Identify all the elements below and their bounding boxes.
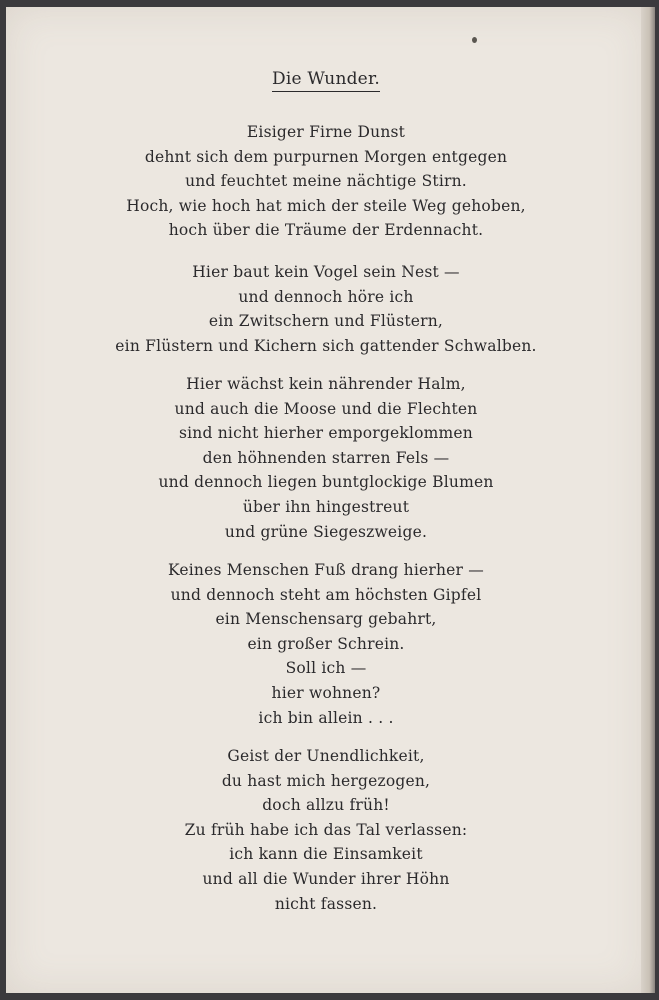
page-edge xyxy=(641,7,655,993)
poem-line: und dennoch liegen buntglockige Blumen xyxy=(158,473,494,492)
poem-line: den höhnenden starren Fels — xyxy=(202,448,450,467)
poem-line: Zu früh habe ich das Tal verlassen: xyxy=(184,820,468,839)
poem-line: hoch über die Träume der Erdennacht. xyxy=(168,221,484,240)
poem-line: Keines Menschen Fuß drang hierher — xyxy=(168,561,484,579)
poem-line: ich kann die Einsamkeit xyxy=(229,845,423,864)
ink-spot xyxy=(472,37,477,43)
stanza-4 xyxy=(6,558,646,730)
poem-line: ein Menschensarg gebahrt, xyxy=(215,610,437,629)
poem-line: hier wohnen? xyxy=(271,683,381,702)
poem-line: Soll ich — xyxy=(285,659,367,678)
poem-line: über ihn hingestreut xyxy=(242,497,410,516)
poem-line: und feuchtet meine nächtige Stirn. xyxy=(185,172,467,191)
poem-line: und all die Wunder ihrer Höhn xyxy=(202,869,450,888)
stanza-2 xyxy=(6,260,646,358)
poem-line: doch allzu früh! xyxy=(262,796,390,815)
poem-line: Geist der Unendlichkeit, xyxy=(227,747,425,765)
poem-line: und dennoch höre ich xyxy=(238,287,414,306)
stanza-3 xyxy=(6,372,646,544)
poem-line: nicht fassen. xyxy=(274,894,378,913)
poem-line: Hier baut kein Vogel sein Nest — xyxy=(192,263,460,281)
poem-line: und grüne Siegeszweige. xyxy=(224,522,428,541)
stanza-1 xyxy=(6,120,646,243)
stanza-5 xyxy=(6,744,646,916)
poem-line: und dennoch steht am höchsten Gipfel xyxy=(170,585,482,604)
poem-line: ein großer Schrein. xyxy=(247,634,405,653)
poem-line: Hier wächst kein nährender Halm, xyxy=(186,375,466,393)
poem-line: ich bin allein . . . xyxy=(258,708,394,727)
poem-line: Eisiger Firne Dunst xyxy=(246,123,406,141)
poem-title: Die Wunder. xyxy=(6,69,646,89)
book-page xyxy=(6,7,646,993)
poem-line: sind nicht hierher emporgeklommen xyxy=(179,424,473,443)
poem-line: ein Zwitschern und Flüstern, xyxy=(208,312,444,331)
poem-line: ein Flüstern und Kichern sich gattender Schwalben. xyxy=(115,336,537,355)
poem-line: Hoch, wie hoch hat mich der steile Weg gehoben, xyxy=(126,196,526,215)
poem-line: du hast mich hergezogen, xyxy=(221,771,431,790)
poem-line: dehnt sich dem purpurnen Morgen entgegen xyxy=(144,147,508,166)
poem-line: und auch die Moose und die Flechten xyxy=(174,399,478,418)
